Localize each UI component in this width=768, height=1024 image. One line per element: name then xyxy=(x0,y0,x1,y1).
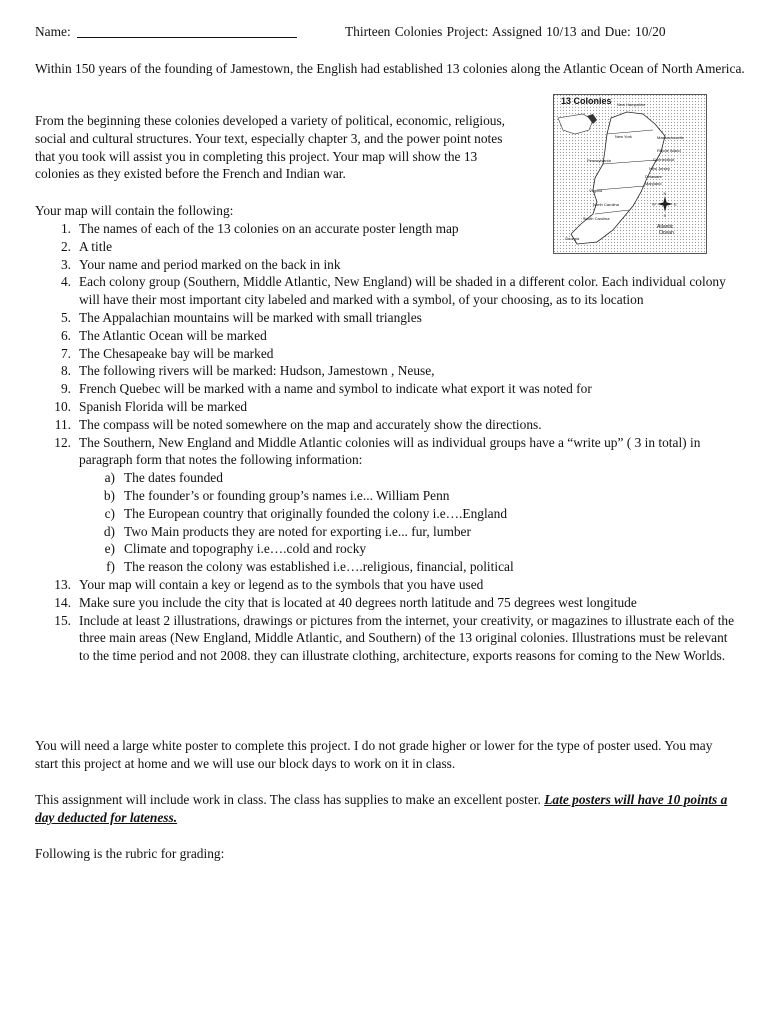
list-item: 3. Your name and period marked on the back in ink xyxy=(60,256,341,272)
list-item: 7. The Chesapeake bay will be marked xyxy=(60,345,274,361)
name-label: Name: xyxy=(35,24,71,39)
svg-text:S: S xyxy=(663,213,667,218)
sublist-item: e) Climate and topography i.e….cold and rocky xyxy=(104,541,367,557)
sublist-item: d) Two Main products they are noted for exporting i.e... fur, lumber xyxy=(103,523,471,539)
description-paragraph: From the beginning these colonies developed a variety of political, economic, religious, social and cultural structures. Your text, especially chapter 3, and the power point notes that you took will assist you in completing this project. Your map will show the 13 colonies as they existed before the French and Indian war. xyxy=(35,113,506,182)
list-item: 5. The Appalachian mountains will be marked with small triangles xyxy=(60,309,422,325)
map-label-new-hampshire: New Hampshire xyxy=(617,102,646,107)
map-label-south-carolina: South Carolina xyxy=(583,216,610,221)
map-title: 13 Colonies xyxy=(561,96,612,106)
name-blank-line xyxy=(77,37,297,38)
map-label-new-jersey: New Jersey xyxy=(649,166,670,171)
map-label-ocean: Ocean xyxy=(659,230,674,236)
sublist-item: c) The European country that originally founded the colony i.e….England xyxy=(104,505,508,521)
intro-paragraph: Within 150 years of the founding of Jamestown, the English had established 13 colonies along the Atlantic Ocean of North America. xyxy=(35,61,745,76)
list-item: 11. The compass will be noted somewhere on the map and accurately show the directions. xyxy=(54,416,542,432)
svg-text:E: E xyxy=(674,201,677,207)
list-item: 12. The Southern, New England and Middle Atlantic colonies will as individual groups have a “write up” ( 3 in total) in paragraph form that notes the following information: a) The dates founded b) The founder’s or founding group’s names i.e... William Penn c) The European country that originally founded the colony i.e….England d) Two Main products they are noted for exporting i.e... fur, lumber e) Climate and topography i.e….cold and rocky f) The reason the colony was established i.e….religious, financial, political xyxy=(35,434,735,576)
header xyxy=(35,23,735,43)
map-label-georgia: Georgia xyxy=(565,236,580,241)
svg-text:N: N xyxy=(663,191,667,196)
list-item: 14. Make sure you include the city that is located at 40 degrees north latitude and 75 degrees west longitude xyxy=(54,594,637,610)
map-label-massachusetts: Massachusetts xyxy=(657,135,684,140)
list-item: 2. A title xyxy=(60,238,113,254)
list-intro: Your map will contain the following: xyxy=(35,203,234,218)
list-item: 10. Spanish Florida will be marked xyxy=(54,398,248,414)
late-policy: Late posters will have 10 points a day deducted for lateness. xyxy=(35,792,728,825)
sublist-item: b) The founder’s or founding group’s names i.e... William Penn xyxy=(103,487,450,503)
requirements-list xyxy=(35,220,735,665)
map-label-new-york: New York xyxy=(615,134,632,139)
colonies-map xyxy=(553,94,707,254)
svg-text:W: W xyxy=(652,201,656,207)
list-item: 8. The following rivers will be marked: Hudson, Jamestown , Neuse, xyxy=(60,363,435,379)
in-class-paragraph xyxy=(35,791,735,827)
assignment-title: Thirteen Colonies Project: Assigned 10/13 and Due: 10/20 xyxy=(345,24,666,39)
map-label-atlantic: Atlantic xyxy=(657,224,674,230)
write-up-sublist xyxy=(79,469,735,576)
map-label-maryland: Maryland xyxy=(645,181,662,186)
map-label-delaware: Delaware xyxy=(645,174,662,179)
map-label-pennsylvania: Pennsylvania xyxy=(587,158,611,163)
sublist-item: a) The dates founded xyxy=(104,470,223,486)
map-label-north-carolina: North Carolina xyxy=(593,202,619,207)
poster-paragraph: You will need a large white poster to complete this project. I do not grade higher or lower for the type of poster used. You may start this project at home and we will use our block days to work on it in class. xyxy=(35,738,713,771)
map-label-rhode-island: Rhode Island xyxy=(657,148,681,153)
map-label-connecticut: Connecticut xyxy=(653,157,675,162)
list-item: 15. Include at least 2 illustrations, drawings or pictures from the internet, your creativity, or magazines to illustrate each of the three main areas (New England, Middle Atlantic, and Southern) of the 13 original colonies. Illustrations must be relevant to the time period and not 2008. they can illustrate clothing, architecture, exports reasons for coming to the New Worlds. xyxy=(54,612,735,664)
sublist-item: f) The reason the colony was established i.e….religious, financial, political xyxy=(106,559,514,575)
in-class-text: This assignment will include work in class. The class has supplies to make an excellent poster. xyxy=(35,792,541,807)
list-item: 1. The names of each of the 13 colonies on an accurate poster length map xyxy=(60,221,459,236)
map-label-virginia: Virginia xyxy=(589,188,603,193)
list-item: 9. French Quebec will be marked with a name and symbol to indicate what export it was noted for xyxy=(60,381,592,397)
list-item: 6. The Atlantic Ocean will be marked xyxy=(60,327,267,343)
list-item: 13. Your map will contain a key or legend as to the symbols that you have used xyxy=(54,576,484,592)
rubric-line: Following is the rubric for grading: xyxy=(35,846,225,861)
list-item: 4. Each colony group (Southern, Middle Atlantic, New England) will be shaded in a different color. Each individual colony will have their most important city labeled and marked with a symbol, of your choosing, as to its location xyxy=(60,274,726,308)
